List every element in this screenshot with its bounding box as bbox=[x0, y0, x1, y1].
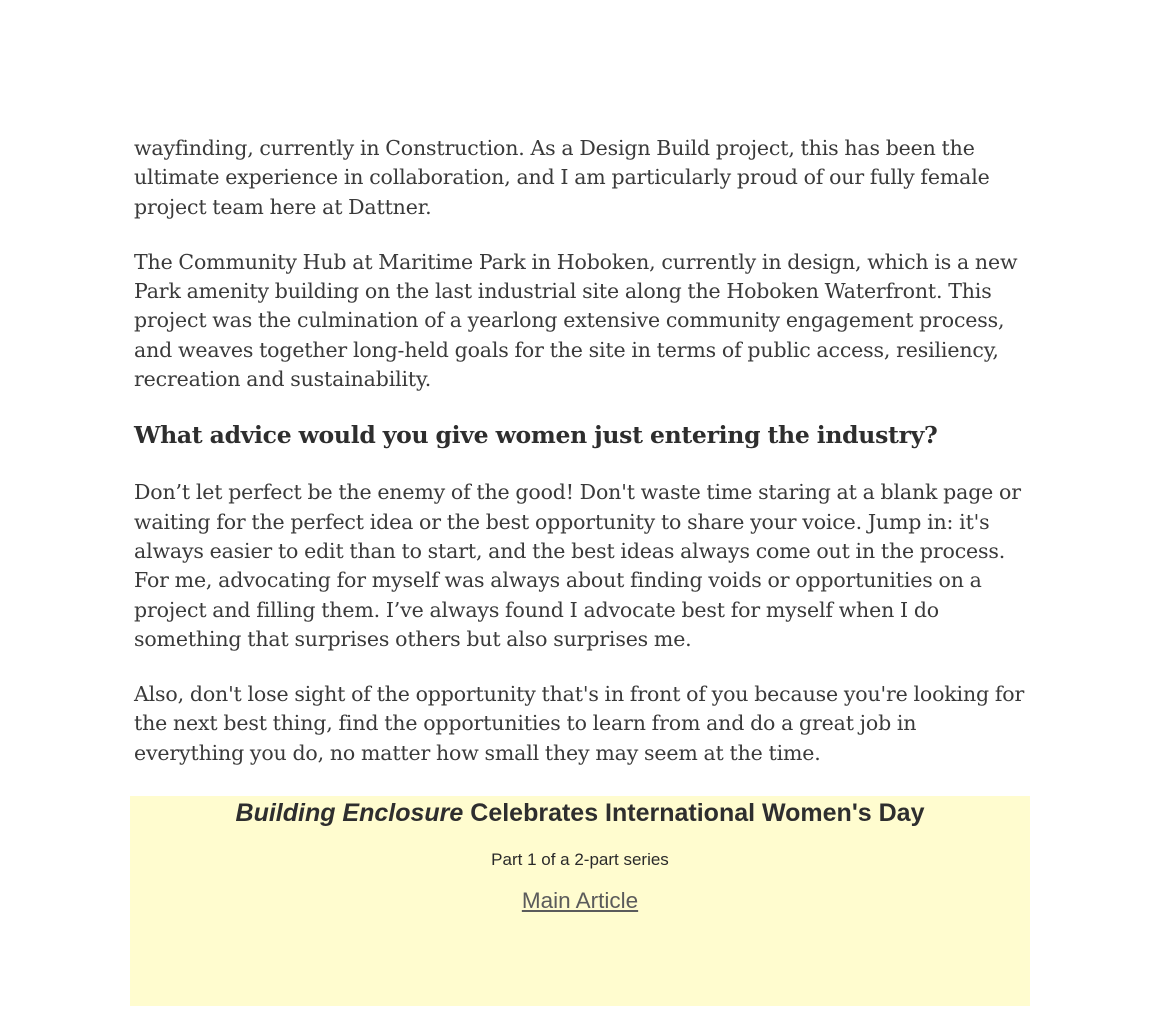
callout-title bbox=[130, 797, 1030, 829]
article-body bbox=[134, 134, 1029, 794]
section-heading: What advice would you give women just entering the industry? bbox=[134, 421, 938, 450]
article-paragraph: Don’t let perfect be the enemy of the good! Don't waste time staring at a blank page or waiting for the perfect idea or the best opportunity to share your voice. Jump in: it's always easier to edit than to start, and the best ideas always come out in the process. For me, advocating for myself was always about finding voids or opportunities on a project and filling them. I’ve always found I advocate best for myself when I do something that surprises others but also surprises me. bbox=[134, 480, 1021, 651]
article-paragraph: Also, don't lose sight of the opportunity that's in front of you because you're looking for the next best thing, find the opportunities to learn from and do a great job in everything you do, no matter how small they may seem at the time. bbox=[134, 682, 1025, 765]
article-paragraph: The Community Hub at Maritime Park in Hoboken, currently in design, which is a new Park amenity building on the last industrial site along the Hoboken Waterfront. This project was the culmination of a yearlong extensive community engagement process, and weaves together long-held goals for the site in terms of public access, resiliency, recreation and sustainability. bbox=[134, 249, 1018, 392]
callout-title-publication: Building Enclosure bbox=[235, 799, 464, 827]
main-article-link[interactable]: Main Article bbox=[521, 888, 639, 913]
callout-subtitle: Part 1 of a 2-part series bbox=[491, 850, 669, 869]
article-paragraph: wayfinding, currently in Construction. As a Design Build project, this has been the ultimate experience in collaboration, and I am particularly proud of our fully female project team here at Dattner. bbox=[134, 136, 990, 219]
callout-title-text: Celebrates International Women's Day bbox=[463, 799, 925, 827]
series-callout-box bbox=[130, 796, 1030, 1006]
